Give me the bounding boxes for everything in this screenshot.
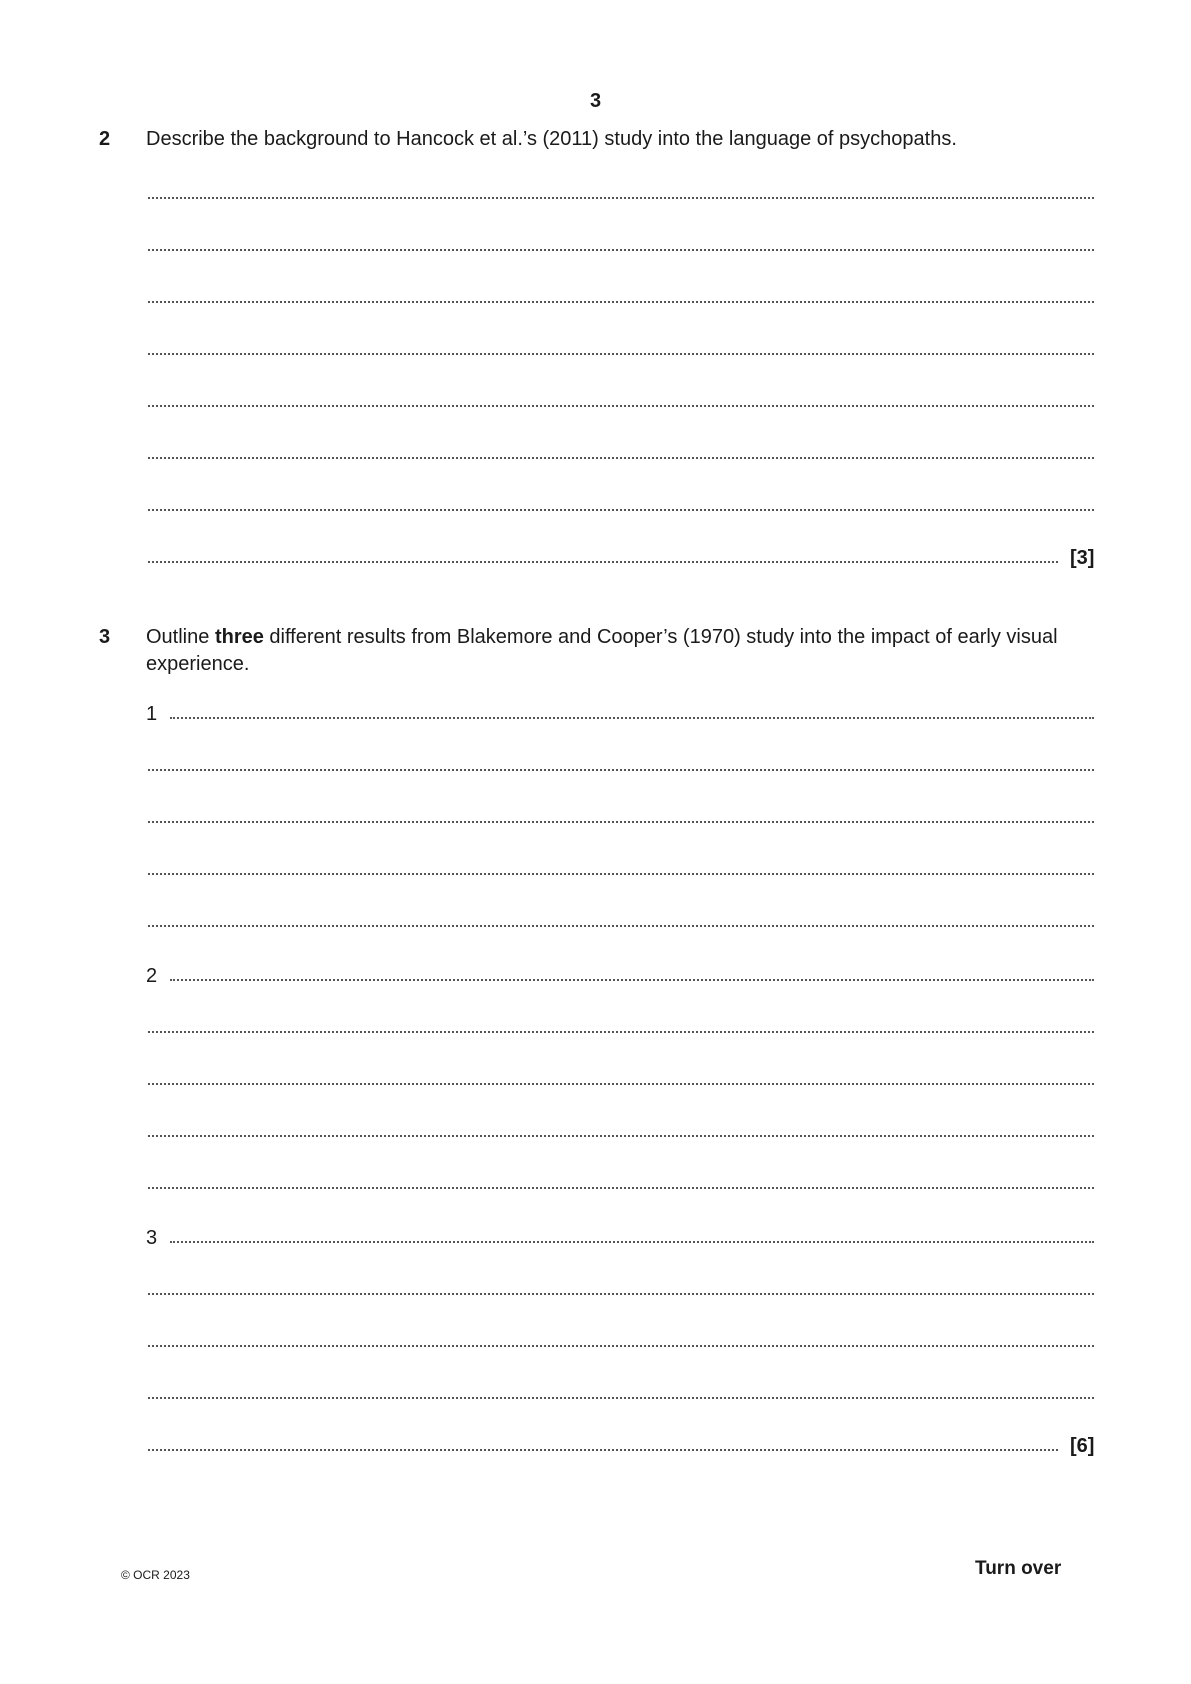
answer-line[interactable] — [148, 457, 1094, 459]
answer-line[interactable] — [170, 1241, 1094, 1243]
answer-line[interactable] — [148, 1135, 1094, 1137]
answer-line[interactable] — [148, 769, 1094, 771]
answer-line[interactable] — [148, 197, 1094, 199]
result-2-label: 2 — [146, 965, 158, 987]
answer-line[interactable] — [148, 1449, 1058, 1451]
question-2-number: 2 — [99, 128, 111, 150]
answer-line[interactable] — [148, 405, 1094, 407]
answer-line[interactable] — [148, 249, 1094, 251]
question-3-marks: [6] — [1070, 1435, 1095, 1457]
answer-line[interactable] — [148, 1083, 1094, 1085]
answer-line[interactable] — [148, 301, 1094, 303]
result-1-label: 1 — [146, 703, 158, 725]
question-2-marks: [3] — [1070, 547, 1095, 569]
result-3-label: 3 — [146, 1227, 158, 1249]
copyright-notice: © OCR 2023 — [121, 1568, 190, 1582]
answer-line[interactable] — [170, 717, 1094, 719]
answer-line[interactable] — [170, 979, 1094, 981]
question-3-number: 3 — [99, 626, 111, 648]
answer-line[interactable] — [148, 1293, 1094, 1295]
answer-line[interactable] — [148, 821, 1094, 823]
question-2-text: Describe the background to Hancock et al.’s (2011) study into the language of psychopaths. — [146, 128, 957, 150]
answer-line[interactable] — [148, 1187, 1094, 1189]
answer-line[interactable] — [148, 1397, 1094, 1399]
answer-line[interactable] — [148, 925, 1094, 927]
answer-line[interactable] — [148, 1345, 1094, 1347]
question-3-text: Outline three different results from Blakemore and Cooper’s (1970) study into the impact of early visual experience. — [146, 626, 1058, 675]
answer-line[interactable] — [148, 561, 1058, 563]
page-number: 3 — [589, 90, 602, 112]
answer-line[interactable] — [148, 509, 1094, 511]
answer-line[interactable] — [148, 353, 1094, 355]
answer-line[interactable] — [148, 1031, 1094, 1033]
turn-over-label: Turn over — [975, 1558, 1062, 1579]
answer-line[interactable] — [148, 873, 1094, 875]
